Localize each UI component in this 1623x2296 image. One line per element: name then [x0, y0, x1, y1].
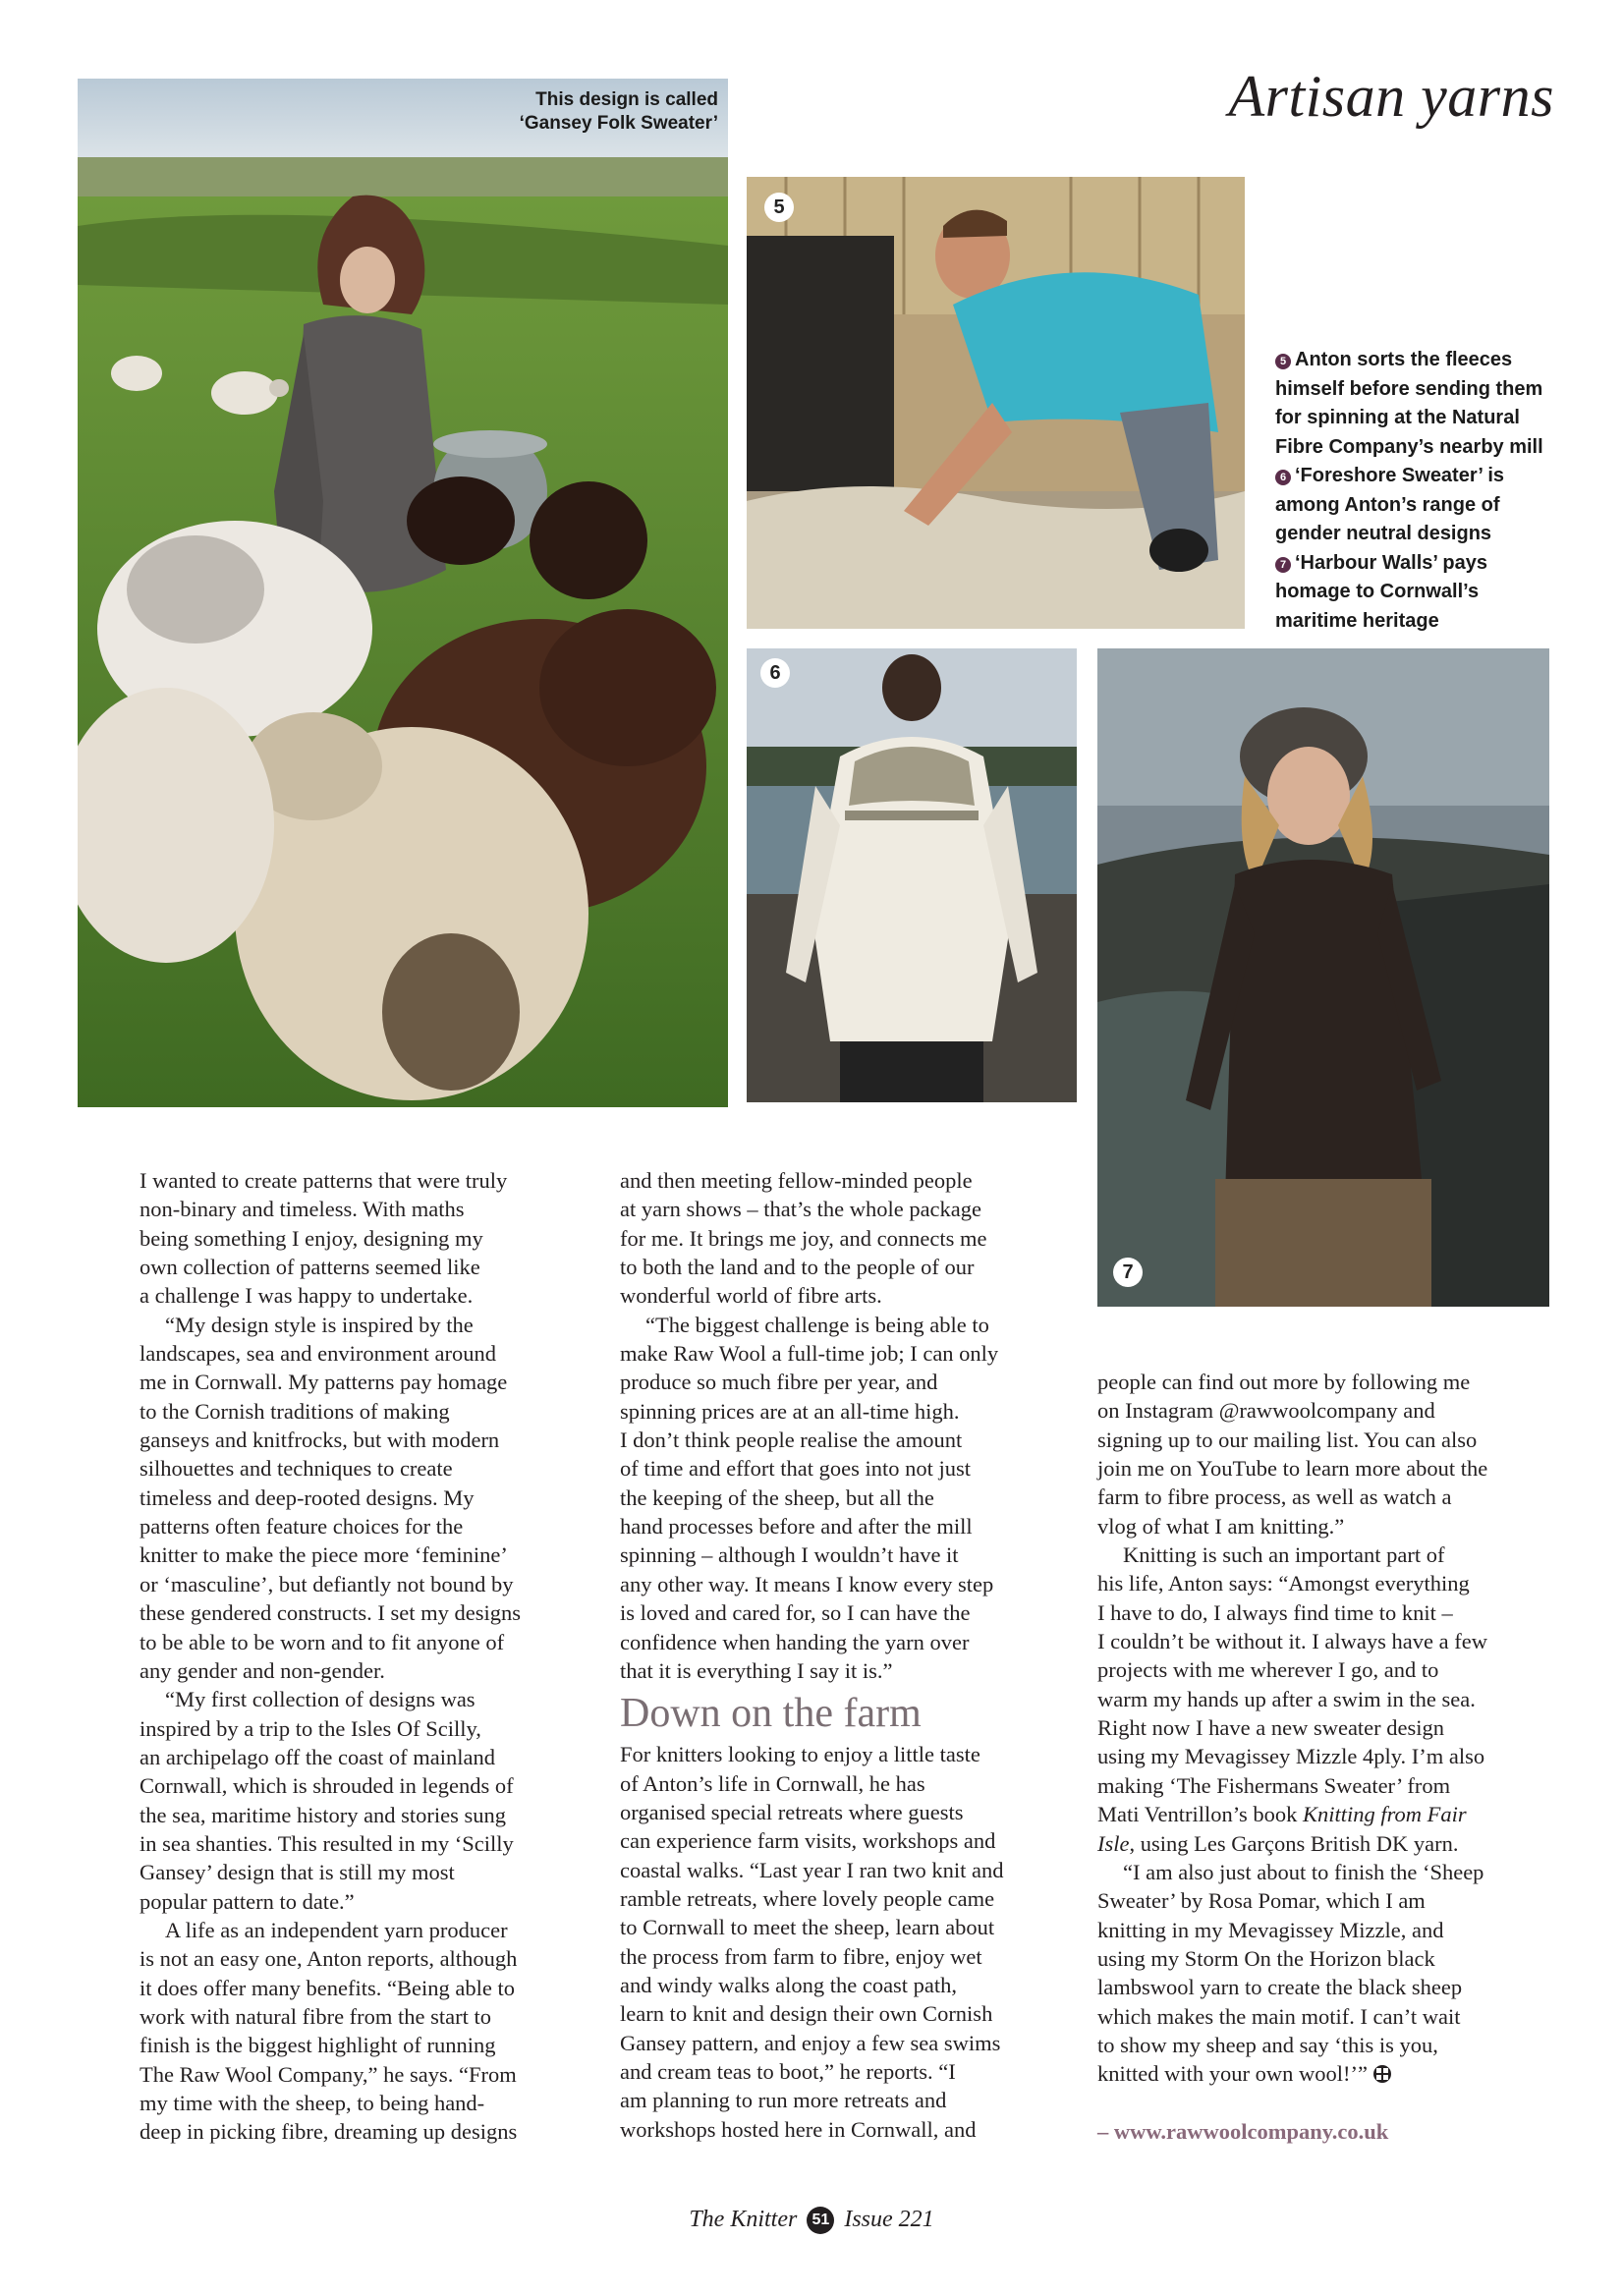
text-line: I couldn’t be without it. I always have a few: [1097, 1629, 1487, 1654]
text-line: an archipelago off the coast of mainland: [140, 1744, 495, 1769]
text-line: and then meeting fellow-minded people: [620, 1168, 973, 1193]
caption-text: ‘Foreshore Sweater’ is: [1295, 465, 1505, 486]
text-line: non-binary and timeless. With maths: [140, 1197, 465, 1222]
text-line: any gender and non-gender.: [140, 1657, 385, 1683]
text-line: spinning – although I wouldn’t have it: [620, 1542, 959, 1568]
text-line: Gansey’ design that is still my most: [140, 1860, 455, 1885]
text-line: silhouettes and techniques to create: [140, 1456, 453, 1482]
text-line: Gansey pattern, and enjoy a few sea swims: [620, 2030, 1001, 2055]
text-line: “The biggest challenge is being able to: [645, 1312, 989, 1337]
text-line: “I am also just about to finish the ‘Sheep: [1123, 1859, 1484, 1884]
caption-line: himself before sending them: [1275, 377, 1543, 400]
magazine-name: The Knitter: [689, 2207, 798, 2232]
text-line: being something I enjoy, designing my: [140, 1225, 483, 1251]
caption-line: [1275, 462, 1570, 491]
text-line: A life as an independent yarn producer: [165, 1917, 508, 1942]
photo-number-badge: 6: [760, 658, 790, 688]
foreshore-sweater-image: [747, 648, 1077, 1102]
text-line: which makes the main motif. I can’t wait: [1097, 2003, 1461, 2029]
text-line: people can find out more by following me: [1097, 1370, 1471, 1394]
text-line: I wanted to create patterns that were truly: [140, 1168, 508, 1193]
caption-text: Anton sorts the fleeces: [1295, 349, 1513, 370]
text-line: and cream teas to boot,” he reports. “I: [620, 2058, 956, 2084]
number-6-icon: 6: [1275, 470, 1291, 485]
text-line: confidence when handing the yarn over: [620, 1629, 970, 1654]
text-line: on Instagram @rawwoolcompany and: [1097, 1398, 1435, 1424]
text-line: his life, Anton says: “Amongst everything: [1097, 1571, 1470, 1596]
caption-line: homage to Cornwall’s: [1275, 581, 1480, 602]
website-link[interactable]: – www.rawwoolcompany.co.uk: [1097, 2118, 1389, 2144]
text-line: that it is everything I say it is.”: [620, 1657, 893, 1683]
issue-number: Issue 221: [844, 2207, 934, 2232]
text-line: Cornwall, which is shrouded in legends of: [140, 1773, 514, 1799]
text-line: I have to do, I always find time to knit –: [1097, 1599, 1453, 1625]
body-column-3: [1097, 1368, 1487, 2146]
text-line: any other way. It means I know every step: [620, 1571, 994, 1596]
caption-line: among Anton’s range of: [1275, 493, 1500, 516]
text-line: make Raw Wool a full-time job; I can only: [620, 1341, 999, 1367]
text-line: landscapes, sea and environment around: [140, 1341, 496, 1367]
text-line: vlog of what I am knitting.”: [1097, 1513, 1345, 1539]
harbour-walls-image: [1097, 648, 1549, 1307]
text-line: finish is the biggest highlight of running: [140, 2033, 496, 2058]
text-line: popular pattern to date.”: [140, 1888, 355, 1914]
text-line: knitting in my Mevagissey Mizzle, and: [1097, 1917, 1444, 1942]
photo-6-foreshore-sweater: [747, 648, 1077, 1102]
text-line: projects with me wherever I go, and to: [1097, 1657, 1439, 1683]
text-line: join me on YouTube to learn more about the: [1097, 1456, 1488, 1482]
number-5-icon: 5: [1275, 354, 1291, 369]
text-line: it does offer many benefits. “Being able to: [140, 1975, 515, 2000]
caption-line: This design is called: [535, 89, 718, 110]
text-line: of Anton’s life in Cornwall, he has: [620, 1770, 925, 1796]
photo-number-badge: 7: [1113, 1258, 1143, 1287]
text-line: Knitting is such an important part of: [1123, 1542, 1445, 1568]
photo-7-harbour-walls: [1097, 648, 1549, 1307]
text-line: ramble retreats, where lovely people came: [620, 1885, 995, 1911]
caption-line: Fibre Company’s nearby mill: [1275, 435, 1543, 458]
text-line: at yarn shows – that’s the whole package: [620, 1197, 982, 1222]
spacer: [1097, 2089, 1487, 2117]
text-line: hand processes before and after the mill: [620, 1514, 973, 1540]
caption-line: maritime heritage: [1275, 609, 1439, 632]
text-line: The Raw Wool Company,” he says. “From: [140, 2061, 517, 2087]
photo-5-fleece-sorting: [747, 177, 1245, 629]
text-line: ganseys and knitfrocks, but with modern: [140, 1428, 500, 1453]
text-line: can experience farm visits, workshops and: [620, 1828, 996, 1854]
text-line: For knitters looking to enjoy a little taste: [620, 1742, 980, 1767]
main-photo-caption: [520, 88, 718, 136]
caption-text: ‘Harbour Walls’ pays: [1295, 551, 1487, 574]
text-line: or ‘masculine’, but defiantly not bound by: [140, 1571, 514, 1596]
text-line: to Cornwall to meet the sheep, learn about: [620, 1915, 995, 1940]
text-line: work with natural fibre from the start to: [140, 2003, 492, 2029]
side-caption: [1275, 346, 1570, 636]
text-line: in sea shanties. This resulted in my ‘Scilly: [140, 1830, 514, 1856]
text-span: knitted with your own wool!’”: [1097, 2061, 1368, 2087]
text-line: patterns often feature choices for the: [140, 1514, 464, 1540]
text-line: signing up to our mailing list. You can also: [1097, 1427, 1478, 1452]
text-line: own collection of patterns seemed like: [140, 1255, 480, 1280]
text-line: my time with the sheep, to being hand-: [140, 2091, 485, 2115]
text-line: [1097, 1829, 1487, 1858]
text-line: “My first collection of designs was: [165, 1687, 476, 1712]
text-span: Mati Ventrillon’s book: [1097, 1802, 1303, 1827]
text-line: I don’t think people realise the amount: [620, 1428, 963, 1453]
page-number: 51: [807, 2207, 834, 2234]
text-line: the sea, maritime history and stories sung: [140, 1802, 507, 1827]
caption-line: [1275, 549, 1570, 579]
text-line: me in Cornwall. My patterns pay homage: [140, 1370, 508, 1395]
caption-line: [1275, 346, 1570, 375]
text-line: a challenge I was happy to undertake.: [140, 1283, 474, 1309]
text-line: the keeping of the sheep, but all the: [620, 1484, 934, 1510]
text-line: and windy walks along the coast path,: [620, 1972, 958, 1997]
text-line: spinning prices are at an all-time high.: [620, 1398, 960, 1424]
fleece-sorting-image: [747, 177, 1245, 629]
page-footer: [0, 2207, 1623, 2234]
text-line: using my Storm On the Horizon black: [1097, 1945, 1435, 1971]
text-line: making ‘The Fishermans Sweater’ from: [1097, 1772, 1451, 1798]
text-line: learn to knit and design their own Cornish: [620, 2001, 993, 2027]
text-line: organised special retreats where guests: [620, 1799, 964, 1824]
text-line: Right now I have a new sweater design: [1097, 1715, 1445, 1741]
text-line: deep in picking fibre, dreaming up designs: [140, 2119, 518, 2145]
text-line: is loved and cared for, so I can have the: [620, 1600, 971, 1626]
text-line: knitter to make the piece more ‘feminine’: [140, 1542, 508, 1568]
body-column-2: [620, 1166, 1004, 2144]
caption-line: gender neutral designs: [1275, 523, 1492, 544]
end-of-article-icon: [1373, 2065, 1391, 2083]
text-span: , using Les Garçons British DK yarn.: [1129, 1830, 1459, 1856]
text-line: to be able to be worn and to fit anyone of: [140, 1629, 505, 1654]
main-photo-sheep: [78, 79, 728, 1107]
text-line: warm my hands up after a swim in the sea.: [1097, 1686, 1476, 1711]
text-line: to the Cornish traditions of making: [140, 1398, 450, 1424]
book-title: Knitting from Fair: [1302, 1802, 1467, 1827]
text-line: “My design style is inspired by the: [165, 1312, 474, 1337]
text-line: to both the land and to the people of our: [620, 1255, 975, 1280]
text-line: of time and effort that goes into not just: [620, 1456, 972, 1482]
text-line: [1097, 1800, 1487, 1828]
text-line: for me. It brings me joy, and connects me: [620, 1225, 987, 1251]
text-line: is not an easy one, Anton reports, although: [140, 1946, 518, 1972]
book-title: Isle: [1097, 1830, 1130, 1856]
subheading-down-on-the-farm: Down on the farm: [620, 1691, 922, 1737]
text-line: farm to fibre process, as well as watch a: [1097, 1484, 1452, 1510]
number-7-icon: 7: [1275, 557, 1291, 573]
text-line: wonderful world of fibre arts.: [620, 1283, 882, 1309]
text-line: coastal walks. “Last year I ran two knit and: [620, 1857, 1004, 1882]
body-column-1: [140, 1166, 521, 2147]
text-line: workshops hosted here in Cornwall, and: [620, 2116, 977, 2142]
text-line: [1097, 2059, 1487, 2088]
section-title: Artisan yarns: [1228, 64, 1554, 129]
caption-line: for spinning at the Natural: [1275, 407, 1520, 428]
text-line: using my Mevagissey Mizzle 4ply. I’m also: [1097, 1744, 1485, 1769]
text-line: Sweater’ by Rosa Pomar, which I am: [1097, 1888, 1426, 1914]
caption-line: ‘Gansey Folk Sweater’: [519, 113, 718, 134]
text-line: inspired by a trip to the Isles Of Scilly,: [140, 1715, 481, 1741]
text-line: to show my sheep and say ‘this is you,: [1097, 2032, 1438, 2057]
text-line: the process from farm to fibre, enjoy wet: [620, 1943, 982, 1969]
sheep-field-image: [78, 79, 728, 1107]
text-line: timeless and deep-rooted designs. My: [140, 1484, 475, 1510]
text-line: am planning to run more retreats and: [620, 2088, 947, 2113]
text-line: these gendered constructs. I set my designs: [140, 1600, 522, 1626]
text-line: lambswool yarn to create the black sheep: [1097, 1975, 1463, 2000]
photo-number-badge: 5: [764, 193, 794, 222]
text-line: produce so much fibre per year, and: [620, 1370, 938, 1395]
